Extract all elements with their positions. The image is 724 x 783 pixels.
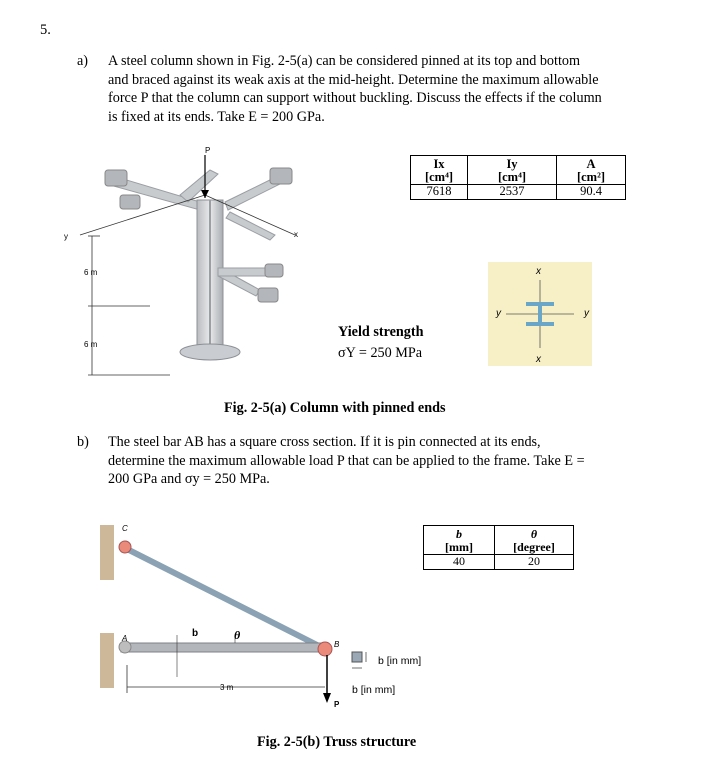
column-x-label: x — [294, 230, 298, 239]
part-a-properties-table — [410, 155, 626, 200]
top-left-plate — [105, 170, 127, 186]
bar-ab — [121, 643, 325, 652]
table-unit-theta: [degree] — [495, 541, 574, 555]
part-a-text — [108, 52, 668, 126]
table-header-iy: Iy — [468, 156, 557, 172]
yield-value: σY = 250 MPa — [338, 345, 423, 361]
table-value-ix: 7618 — [411, 185, 468, 200]
cross-section-figure — [488, 262, 592, 366]
part-b-line-2: determine the maximum allowable load P that can be applied to the frame. Take E = — [108, 452, 585, 469]
yield-title: Yield strength — [338, 324, 424, 340]
truss-b-dim-label: b — [192, 628, 199, 639]
table-header-a: A — [557, 156, 626, 172]
table-unit-b: [mm] — [424, 541, 495, 555]
column-height-2: 6 m — [84, 340, 98, 349]
table-unit-a: [cm²] — [557, 171, 626, 185]
column-height-1: 6 m — [84, 268, 98, 277]
table-value-b: 40 — [424, 555, 495, 570]
column-base — [180, 344, 240, 360]
part-b-text — [108, 433, 668, 489]
top-right-plate — [270, 168, 292, 184]
section-y-left: y — [496, 308, 501, 319]
section-y-right: y — [584, 308, 589, 319]
part-b-label: b) — [77, 434, 89, 450]
table-value-theta: 20 — [495, 555, 574, 570]
table-header-theta: θ — [495, 526, 574, 542]
truss-span-label: 3 m — [220, 683, 234, 692]
wall-upper — [100, 525, 114, 580]
part-a-label: a) — [77, 53, 89, 69]
pin-c — [119, 541, 131, 553]
truss-theta-label: θ — [234, 628, 241, 642]
wall-lower — [100, 633, 114, 688]
y-axis-line — [80, 195, 205, 235]
section-x-bottom: x — [536, 354, 541, 365]
figure-b-caption: Fig. 2-5(b) Truss structure — [257, 734, 417, 750]
truss-label-b: B — [334, 640, 340, 649]
table-unit-iy: [cm⁴] — [468, 171, 557, 185]
square-section-figure — [350, 648, 376, 674]
column-figure — [60, 140, 360, 390]
section-b-label-2: b [in mm] — [352, 684, 396, 696]
part-b-line-1: The steel bar AB has a square cross section. If it is pin connected at its ends, — [108, 434, 541, 450]
top-flange — [526, 302, 554, 306]
top-back-plate — [120, 195, 140, 209]
table-value-a: 90.4 — [557, 185, 626, 200]
mid-plate — [258, 288, 278, 302]
truss-figure — [95, 515, 355, 725]
column-load-label: P — [205, 146, 211, 155]
part-b-properties-table — [423, 525, 574, 570]
part-b-line-3: 200 GPa and σy = 250 MPa. — [108, 471, 270, 487]
part-a-line-3: force P that the column can support without buckling. Discuss the effects if the column — [108, 90, 602, 106]
figure-a-caption: Fig. 2-5(a) Column with pinned ends — [224, 400, 446, 416]
web — [538, 306, 542, 322]
table-unit-ix: [cm⁴] — [411, 171, 468, 185]
pin-b — [318, 642, 332, 656]
column-y-label: y — [64, 232, 68, 241]
section-x-top: x — [536, 266, 541, 277]
table-header-ix: Ix — [411, 156, 468, 172]
truss-load-label: P — [334, 700, 340, 709]
rod-cb — [123, 547, 327, 650]
table-header-b: b — [424, 526, 495, 542]
bottom-flange — [526, 322, 554, 326]
part-a-line-4: is fixed at its ends. Take E = 200 GPa. — [108, 108, 325, 125]
part-a-line-2: and braced against its weak axis at the mid-height. Determine the maximum allowable — [108, 71, 599, 88]
section-b-label-1: b [in mm] — [378, 655, 422, 667]
question-number: 5. — [40, 22, 51, 38]
truss-label-a: A — [122, 634, 128, 643]
truss-label-c: C — [122, 524, 128, 533]
table-value-iy: 2537 — [468, 185, 557, 200]
square-section — [352, 652, 362, 662]
part-a-line-1: A steel column shown in Fig. 2-5(a) can be considered pinned at its top and bottom — [108, 53, 581, 69]
